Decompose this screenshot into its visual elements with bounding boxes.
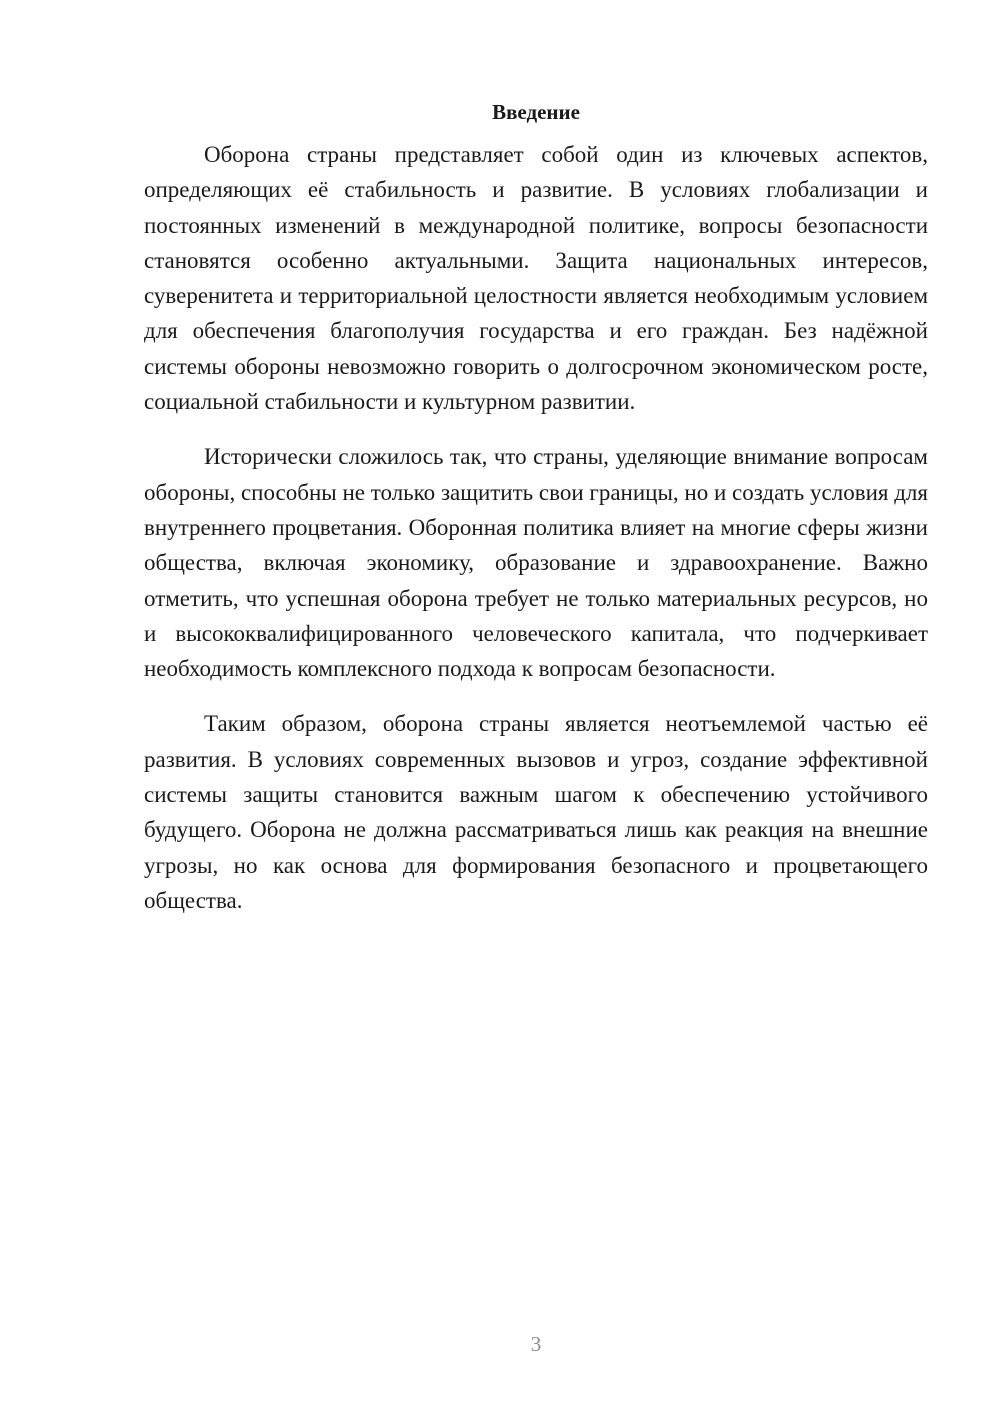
page-number: 3 xyxy=(530,1332,542,1356)
section-heading: Введение xyxy=(492,100,580,124)
paragraph-3: Таким образом, оборона страны является неотъемлемой частью её развития. В условиях современных вызовов и угроз, создание эффективной системы защиты становится важным шагом к обеспечению устойчивого будущего. Оборона не должна рассматриваться лишь как реакция на внешние угрозы, но как основа для формирования безопасного и процветающего общества. xyxy=(144,711,928,913)
document-body xyxy=(144,96,928,938)
paragraph-2: Исторически сложилось так, что страны, уделяющие внимание вопросам обороны, способны не только защитить свои границы, но и создать условия для внутреннего процветания. Оборонная политика влияет на многие сферы жизни общества, включая экономику, образование и здравоохранение. Важно отметить, что успешная оборона требует не только материальных ресурсов, но и высококвалифицированного человеческого капитала, что подчеркивает необходимость комплексного подхода к вопросам безопасности. xyxy=(144,444,928,682)
paragraph-1: Оборона страны представляет собой один из ключевых аспектов, определяющих её стабильность и развитие. В условиях глобализации и постоянных изменений в международной политике, вопросы безопасности становятся особенно актуальными. Защита национальных интересов, суверенитета и территориальной целостности является необходимым условием для обеспечения благополучия государства и его граждан. Без надёжной системы обороны невозможно говорить о долгосрочном экономическом росте, социальной стабильности и культурном развитии. xyxy=(144,142,928,415)
